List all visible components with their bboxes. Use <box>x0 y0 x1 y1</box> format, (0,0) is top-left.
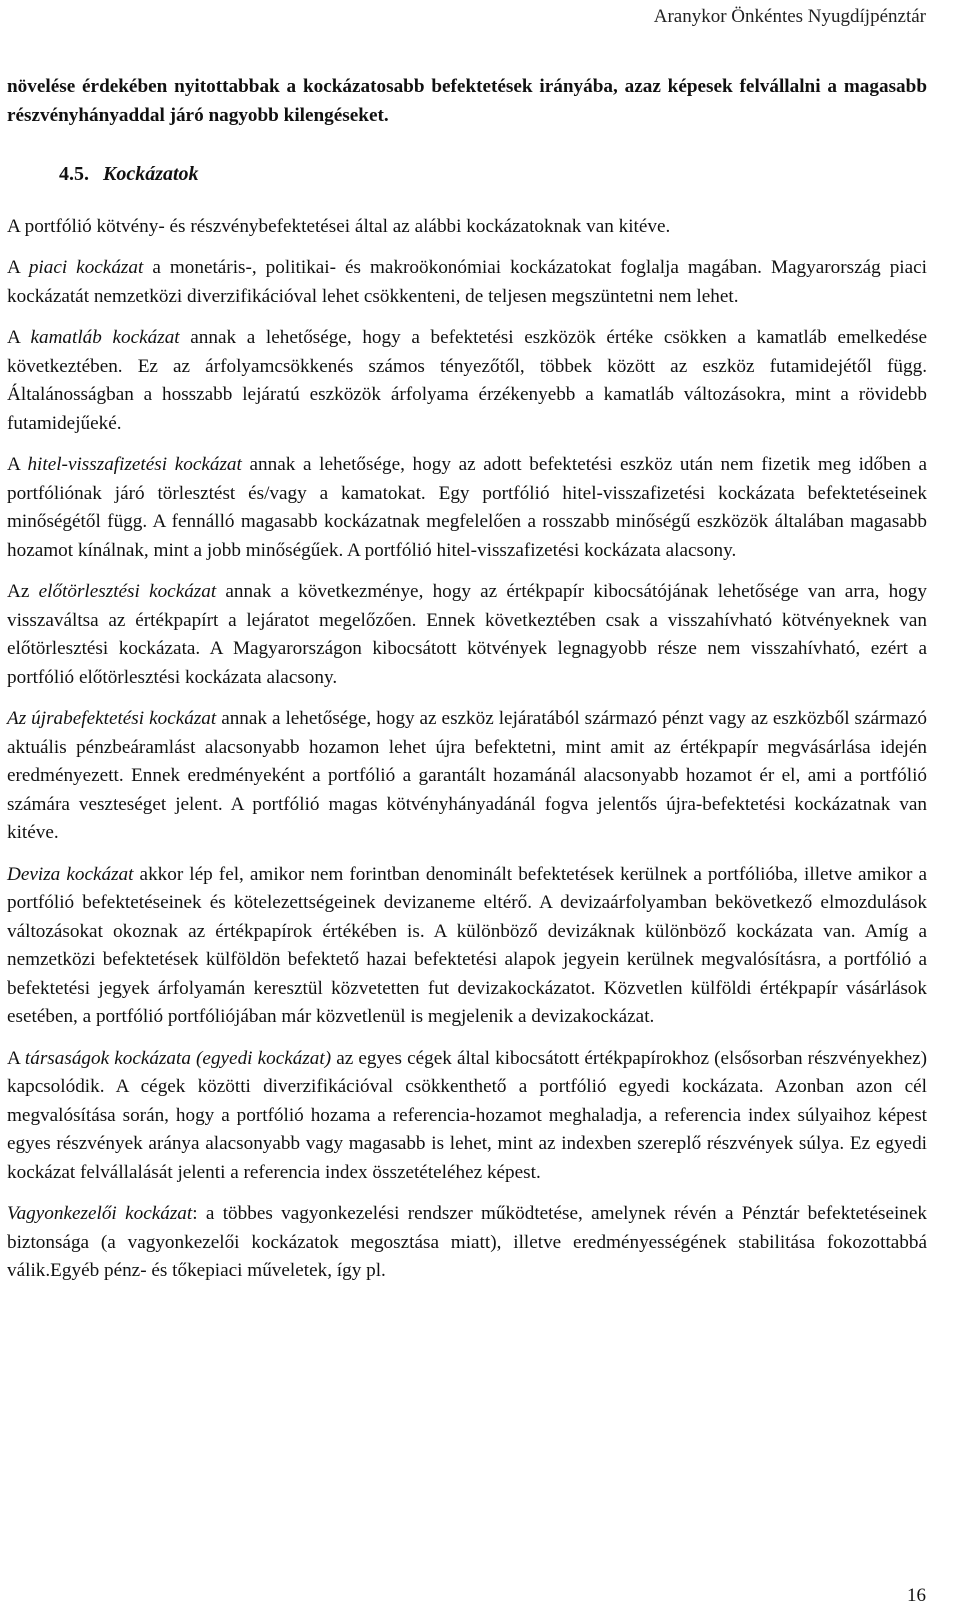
paragraph-body: a monetáris-, politikai- és makroökonómiai kockázatokat foglalja magában. Magyarország piaci kockázatát nemzetközi diverzifikációval lehet csökkenteni, de teljesen megszüntetni nem lehet. <box>7 257 927 307</box>
intro-paragraph: növelése érdekében nyitottabbak a kockázatosabb befektetések irányába, azaz képesek felvállalni a magasabb részvényhányaddal járó nagyobb kilengéseket. <box>7 76 927 126</box>
paragraph-body: : a többes vagyonkezelési rendszer működtetése, amelynek révén a Pénztár befektetéseinek biztonsága (a vagyonkezelői kockázatok megosztása miatt), illetve eredményességének stabilitása fokozottabbá válik.Egyéb pénz- és tőkepiaci műveletek, így pl. <box>7 1203 927 1281</box>
paragraph-interest-rate-risk <box>7 324 927 438</box>
term-interest-rate-risk: kamatláb kockázat <box>30 327 180 348</box>
paragraph-body: annak a következménye, hogy az értékpapír kibocsátójának lehetősége van arra, hogy visszaváltsa az értékpapírt a lejáratot megelőzően. Ennek következtében csak a visszahívható kötvényeknek van előtörlesztési kockázata. A Magyarországon kibocsátott kötvények legnagyobb része nem visszahívható, ezért a portfólió előtörlesztési kockázata alacsony. <box>7 581 927 688</box>
paragraph-market-risk <box>7 254 927 311</box>
paragraph-body: az egyes cégek által kibocsátott értékpapírokhoz (elsősorban részvényekhez) kapcsolódik. A cégek közötti diverzifikációval csökkenthető a portfólió egyedi kockázata. Azonban azon cél megvalósítása során, hogy a portfólió hozama a referencia-hozamot meghaladja, a referencia index súlyaihoz képest egyes részvények aránya alacsonyabb vagy magasabb is lehet, mint az indexben szereplő részvények súlya. Ez egyedi kockázat felvállalását jelenti a referencia index összetételéhez képest. <box>7 1047 927 1183</box>
term-company-risk: társaságok kockázata (egyedi kockázat) <box>24 1047 332 1069</box>
term-market-risk: piaci kockázat <box>28 257 144 278</box>
paragraph-body: annak a lehetősége, hogy az adott befektetési eszköz után nem fizetik meg időben a portfóliónak járó törlesztést és/vagy a kamatokat. Egy portfólió hitel-visszafizetési kockázata befektetéseinek minőségétől függ. A fennálló magasabb kockázatnak megfelelően a rosszabb minőségű eszközök általában magasabb hozamot kínálnak, mint a jobb minőségűek. A portfólió hitel-visszafizetési kockázata alacsony. <box>7 454 927 561</box>
paragraph-prefix: A <box>7 1047 25 1069</box>
page-number: 16 <box>907 1585 926 1606</box>
section-number: 4.5. <box>59 163 89 185</box>
paragraph-prefix: A <box>7 454 28 475</box>
term-currency-risk: Deviza kockázat <box>7 863 134 885</box>
paragraph-portfolio-intro: A portfólió kötvény- és részvénybefektetései által az alábbi kockázatoknak van kitéve. <box>7 215 671 237</box>
running-header-title: Aranykor Önkéntes Nyugdíjpénztár <box>653 6 926 27</box>
section-heading <box>59 160 927 189</box>
paragraph-company-risk <box>7 1045 927 1188</box>
term-asset-manager-risk: Vagyonkezelői kockázat <box>7 1203 193 1224</box>
paragraph-prefix: A <box>7 257 29 278</box>
paragraph-currency-risk <box>7 861 927 1032</box>
paragraph-reinvestment-risk <box>7 705 927 848</box>
paragraph-body: annak a lehetősége, hogy a befektetési eszközök értéke csökken a kamatláb emelkedése következtében. Ez az árfolyamcsökkenés számos tényezőtől, többek között az eszköz futamidejétől függ. Általánosságban a hosszabb lejáratú eszközök árfolyama érzékenyebb a kamatláb változásokra, mint a rövidebb futamidejűeké. <box>7 327 927 434</box>
term-reinvestment-risk: Az újrabefektetési kockázat <box>7 708 217 729</box>
paragraph-asset-manager-risk <box>7 1200 927 1286</box>
document-body <box>7 73 927 1299</box>
paragraph-prefix: Az <box>7 581 39 602</box>
paragraph-prefix: A <box>7 327 31 348</box>
term-prepayment-risk: előtörlesztési kockázat <box>38 581 217 602</box>
paragraph-prepayment-risk <box>7 578 927 692</box>
paragraph-body: akkor lép fel, amikor nem forintban denominált befektetések kerülnek a portfólióba, illetve amikor a portfólió befektetéseinek és kötelezettségeinek devizaneme eltérő. A devizaárfolyamban bekövetkező elmozdulások változásokat okoznak az értékpapírok értékében is. A különböző devizáknak különböző kockázata van. Amíg a nemzetközi befektetések külföldön befektető hazai befektetési alapok jegyein kerülnek megvalósításra, a portfólió a befektetési jegyek árfolyamán keresztül közvetetten fut devizakockázatot. Közvetlen külföldi értékpapír vásárlások esetében, a portfólió portfóliójában már közvetlenül is megjelenik a devizakockázat. <box>7 863 927 1027</box>
paragraph-credit-risk <box>7 451 927 565</box>
paragraph-body: annak a lehetősége, hogy az eszköz lejáratából származó pénzt vagy az eszközből származó aktuális pénzbeáramlást alacsonyabb hozamon lehet újra befektetni, mint amit az értékpapír megvásárlása idején eredményezett. Ennek eredményeként a portfólió a garantált hozamánál alacsonyabb hozamot ér el, ami a portfólió számára veszteséget jelent. A portfólió magas kötvényhányadánál fogva jelentős újra-befektetési kockázatnak van kitéve. <box>7 708 927 843</box>
section-title: Kockázatok <box>103 163 199 185</box>
term-credit-risk: hitel-visszafizetési kockázat <box>27 454 242 475</box>
